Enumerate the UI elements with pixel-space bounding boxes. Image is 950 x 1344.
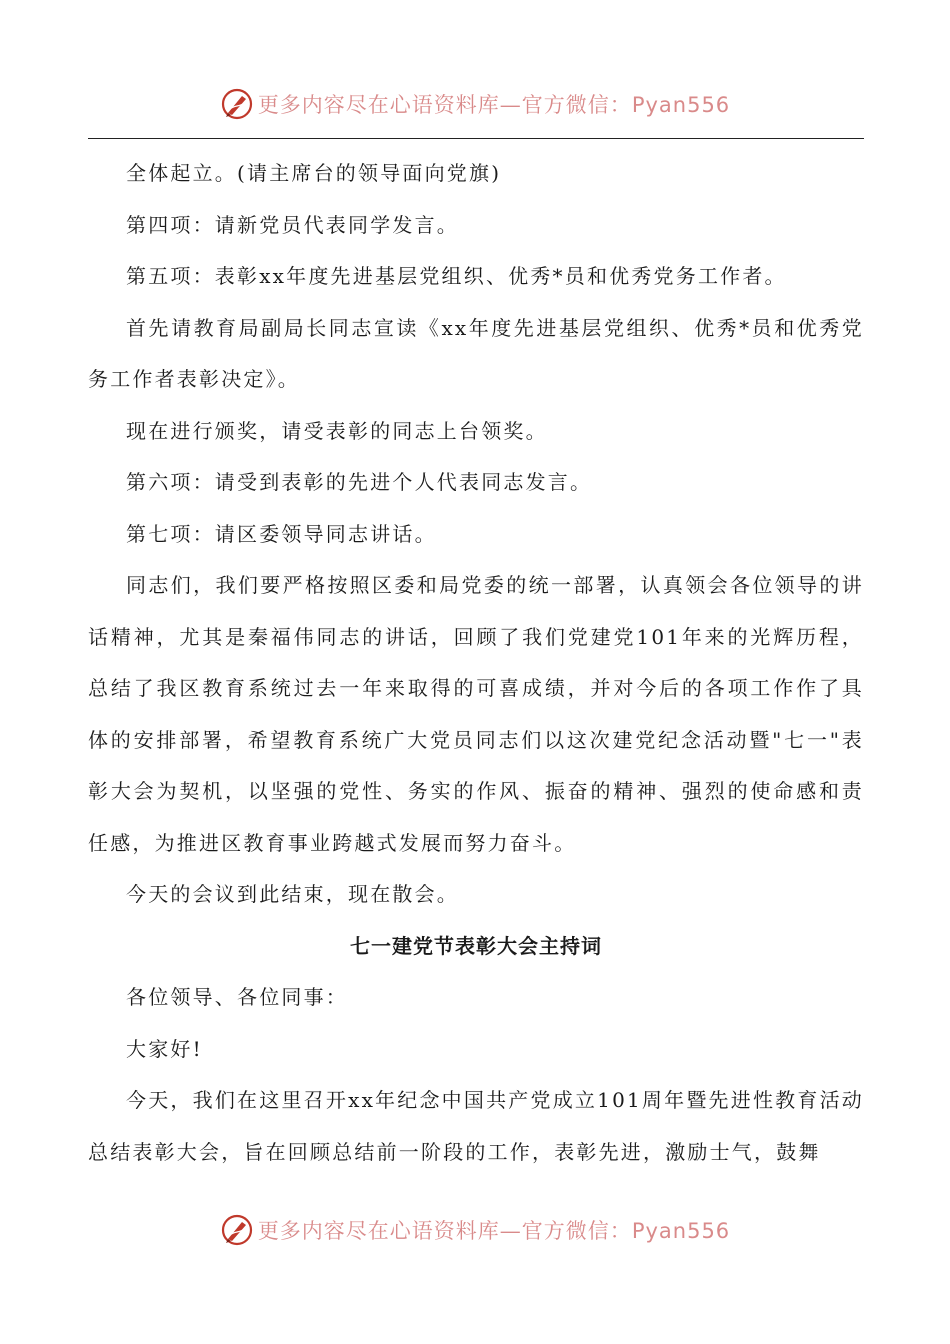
brand-text: 更多内容尽在心语资料库—官方微信：Pyan556	[257, 1219, 731, 1243]
header-brand	[0, 84, 950, 124]
header-divider	[88, 138, 864, 139]
paragraph: 大家好!	[126, 1036, 203, 1061]
brand-wechat-id: Pyan556	[631, 93, 731, 117]
paragraph: 今天的会议到此结束，现在散会。	[126, 882, 459, 906]
paragraph: 第四项：请新党员代表同学发言。	[126, 212, 459, 237]
paragraph: 今天，我们在这里召开xx年纪念中国共产党成立101周年暨先进性教育活动总结表彰大会，旨在回顾总结前一阶段的工作，表彰先进，激励士气，鼓舞	[88, 1088, 864, 1164]
paragraph: 现在进行颁奖，请受表彰的同志上台领奖。	[126, 418, 548, 443]
paragraph: 首先请教育局副局长同志宣读《xx年度先进基层党组织、优秀*员和优秀党务工作者表彰决定》。	[88, 315, 864, 391]
brand-text: 更多内容尽在心语资料库—官方微信：Pyan556	[257, 93, 731, 117]
document-body	[88, 148, 864, 1178]
paragraph: 全体起立。(请主席台的领导面向党旗)	[126, 161, 502, 185]
paragraph: 同志们，我们要严格按照区委和局党委的统一部署，认真领会各位领导的讲话精神，尤其是秦福伟同志的讲话，回顾了我们党建党101年来的光辉历程，总结了我区教育系统过去一年来取得的可喜成绩，并对今后的各项工作作了具体的安排部署，希望教育系统广大党员同志们以这次建党纪念活动暨"七一"表彰大会为契机，以坚强的党性、务实的作风、振奋的精神、强烈的使命感和责任感，为推进区教育事业跨越式发展而努力奋斗。	[88, 573, 864, 855]
paragraph: 第五项：表彰xx年度先进基层党组织、优秀*员和优秀党务工作者。	[126, 264, 787, 288]
paragraph: 第六项：请受到表彰的先进个人代表同志发言。	[126, 470, 593, 494]
brand-wechat-id: Pyan556	[631, 1219, 731, 1243]
footer-brand	[0, 1210, 950, 1250]
paragraph: 各位领导、各位同事：	[126, 985, 348, 1009]
pen-logo-icon	[220, 87, 254, 121]
section-title: 七一建党节表彰大会主持词	[350, 933, 602, 958]
paragraph: 第七项：请区委领导同志讲话。	[126, 521, 437, 546]
pen-logo-icon	[220, 1213, 254, 1247]
